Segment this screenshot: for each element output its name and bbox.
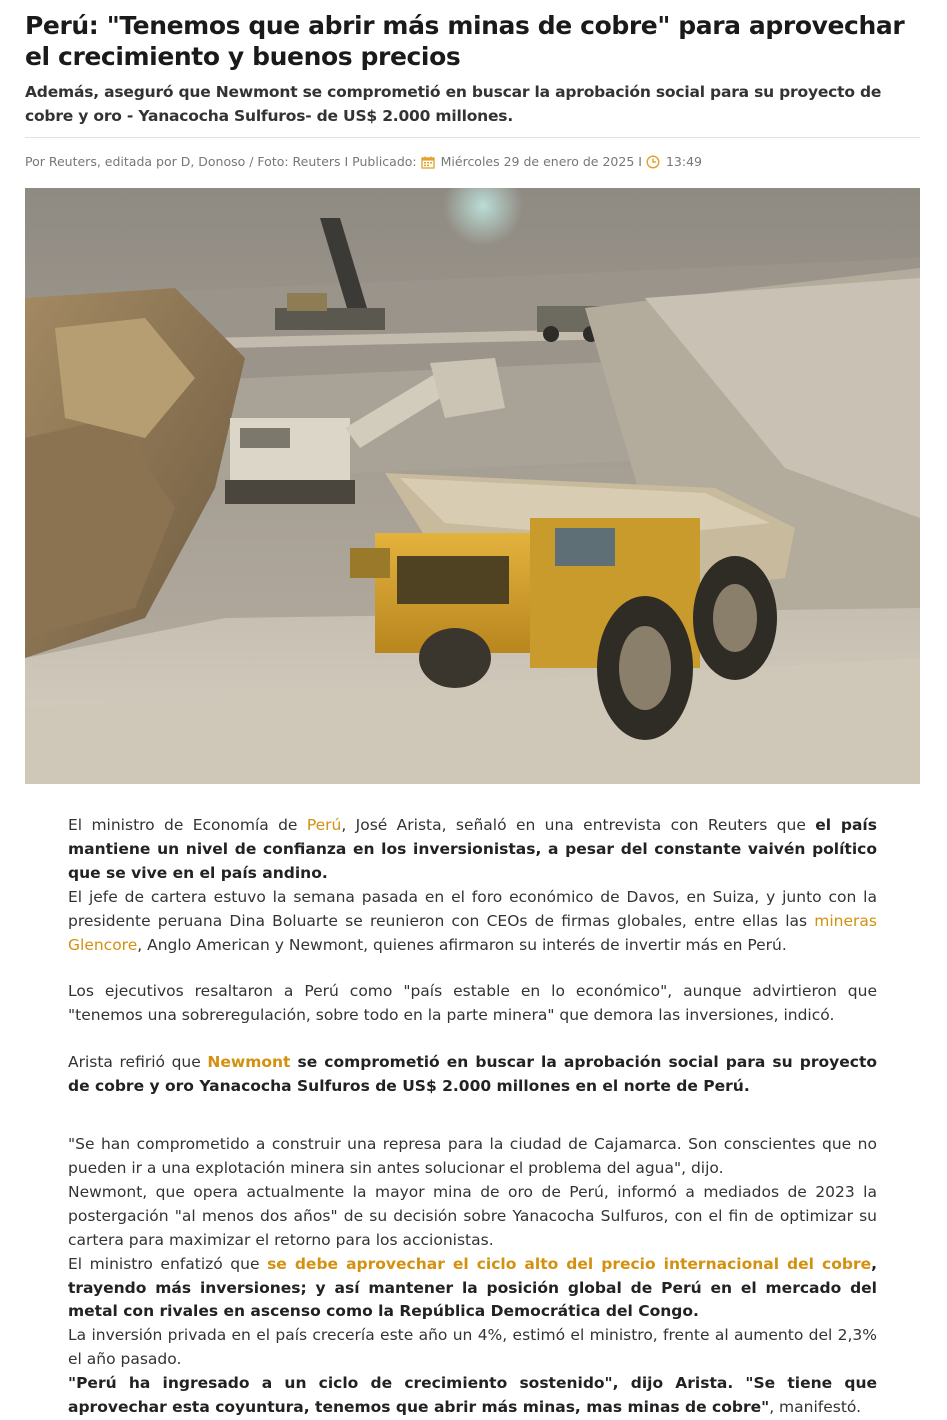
publish-date: Miércoles 29 de enero de 2025 I <box>440 154 642 169</box>
paragraph-9: "Perú ha ingresado a un ciclo de crecimiento sostenido", dijo Arista. "Se tiene que aprovechar esta coyuntura, tenemos que abrir más minas, mas minas de cobre", manifestó. <box>68 1374 877 1417</box>
spacer <box>68 957 877 980</box>
article-title: Perú: "Tenemos que abrir más minas de cobre" para aprovechar el crecimiento y buenos precios <box>25 11 905 71</box>
link-ciclo-cobre[interactable]: se debe aprovechar el ciclo alto del precio internacional del cobre <box>267 1254 872 1273</box>
byline: Por Reuters, editada por D, Donoso / Foto: Reuters I Publicado: <box>25 154 417 169</box>
clock-icon <box>646 155 660 169</box>
link-mineras-glencore[interactable]: mineras Glencore <box>68 911 877 954</box>
publish-time: 13:49 <box>665 154 702 169</box>
paragraph-8: La inversión privada en el país crecería este año un 4%, estimó el ministro, frente al aumento del 2,3% el año pasado. <box>68 1326 877 1369</box>
link-newmont[interactable]: Newmont <box>207 1053 291 1072</box>
article-body <box>68 814 877 1420</box>
divider <box>25 137 920 138</box>
article-subtitle: Además, aseguró que Newmont se comprometió en buscar la aprobación social para su proyecto de cobre y oro - Yanacocha Sulfuros- de US$ 2.000 millones. <box>25 83 882 125</box>
paragraph-3: Los ejecutivos resaltaron a Perú como "país estable en lo económico", aunque advirtieron que "tenemos una sobreregulación, sobre todo en la parte minera" que demora las inversiones, indicó. <box>68 982 877 1025</box>
article-meta <box>25 152 920 172</box>
spacer <box>68 1099 877 1133</box>
paragraph-5: "Se han comprometido a construir una represa para la ciudad de Cajamarca. Son conscientes que no pueden ir a una explotación minera sin antes solucionar el problema del agua", dijo. <box>68 1135 877 1177</box>
paragraph-7: El ministro enfatizó que se debe aprovechar el ciclo alto del precio internacional del cobre, trayendo más inversiones; y así mantener la posición global de Perú en el mercado del metal con rivales en ascenso como la República Democrática del Congo. <box>68 1254 877 1321</box>
paragraph-1: El ministro de Economía de Perú, José Arista, señaló en una entrevista con Reuters que el país mantiene un nivel de confianza en los inversionistas, a pesar del constante vaivén político que se vive en el país andino. <box>68 816 877 882</box>
link-peru[interactable]: Perú <box>306 816 342 834</box>
paragraph-4: Arista refirió que Newmont se comprometió en buscar la aprobación social para su proyecto de cobre y oro Yanacocha Sulfuros de US$ 2.000 millones en el norte de Perú. <box>68 1053 877 1096</box>
paragraph-2: El jefe de cartera estuvo la semana pasada en el foro económico de Davos, en Suiza, y junto con la presidente peruana Dina Boluarte se reunieron con CEOs de firmas globales, entre ellas las mineras Glencore, Anglo American y Newmont, quienes afirmaron su interés de invertir más en Perú. <box>68 887 877 954</box>
spacer <box>68 1028 877 1051</box>
paragraph-6: Newmont, que opera actualmente la mayor mina de oro de Perú, informó a mediados de 2023 la postergación "al menos dos años" de su decisión sobre Yanacocha Sulfuros, con el fin de optimizar su cartera para maximizar el retorno para los accionistas. <box>68 1182 877 1249</box>
hero-image <box>25 188 920 784</box>
calendar-icon <box>421 156 435 169</box>
